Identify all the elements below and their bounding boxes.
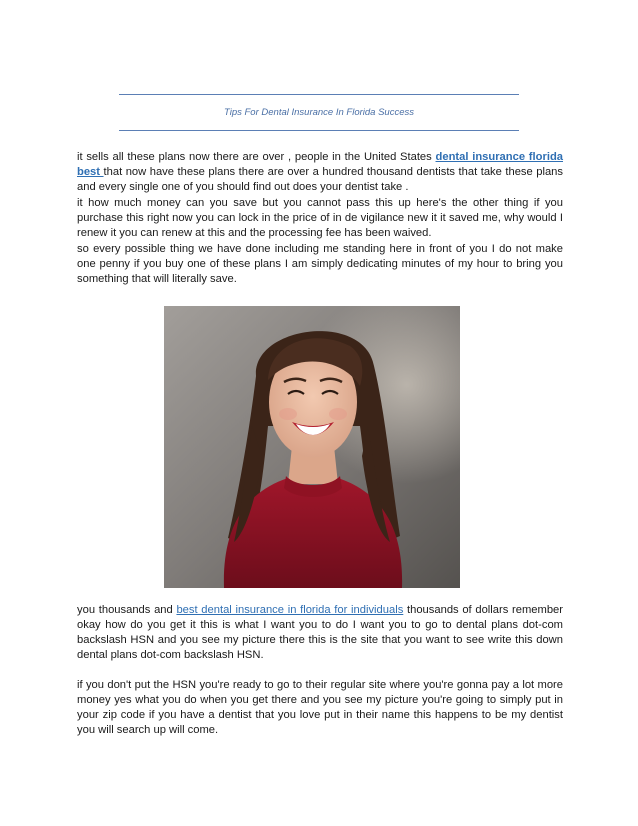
paragraph-2: it how much money can you save but you cannot pass this up here's the other thing if you purchase this right now you can lock in the price of in de vigilance new it it saved me, why would I renew it you can renew at this and the processing fee has been waived. <box>77 197 563 239</box>
paragraph-5: if you don't put the HSN you're ready to go to their regular site where you're gonna pay a lot more money yes what you do when you get there and you see my picture you're going to simply put in your zip code if you have a dentist that you love put in their name this happens to be my dentist you will search up will come. <box>77 679 563 736</box>
paragraph-1-text-before: it sells all these plans now there are over , people in the United States <box>77 151 436 163</box>
header-rule-bottom <box>119 130 519 131</box>
header-rule-top <box>119 94 519 95</box>
paragraph-3: so every possible thing we have done including me standing here in front of you I do not make one penny if you buy one of these plans I am simply dedicating minutes of my hour to bring you something that will literally save. <box>77 243 563 285</box>
page-header-title: Tips For Dental Insurance In Florida Success <box>224 107 414 118</box>
dental-insurance-florida-best-link[interactable]: dental insurance florida best <box>77 151 563 178</box>
paragraph-1-text-after: that now have these plans there are over a hundred thousand dentists that take these plans and every single one of you should find out does your dentist take . <box>77 166 563 193</box>
smiling-woman-photo <box>164 306 460 588</box>
paragraph-4 <box>77 603 563 663</box>
best-dental-insurance-link[interactable]: best dental insurance in florida for individuals <box>176 604 404 616</box>
paragraph-4-text-after: thousands of dollars remember okay how do you get it this is what I want you to do I want you to go to dental plans dot-com backslash HSN and you see my picture there this is the site that you want to see write this down dental plans dot-com backslash HSN. <box>77 604 564 661</box>
paragraph-1 <box>77 150 563 195</box>
paragraph-4-text-before: you thousands and <box>77 604 177 616</box>
